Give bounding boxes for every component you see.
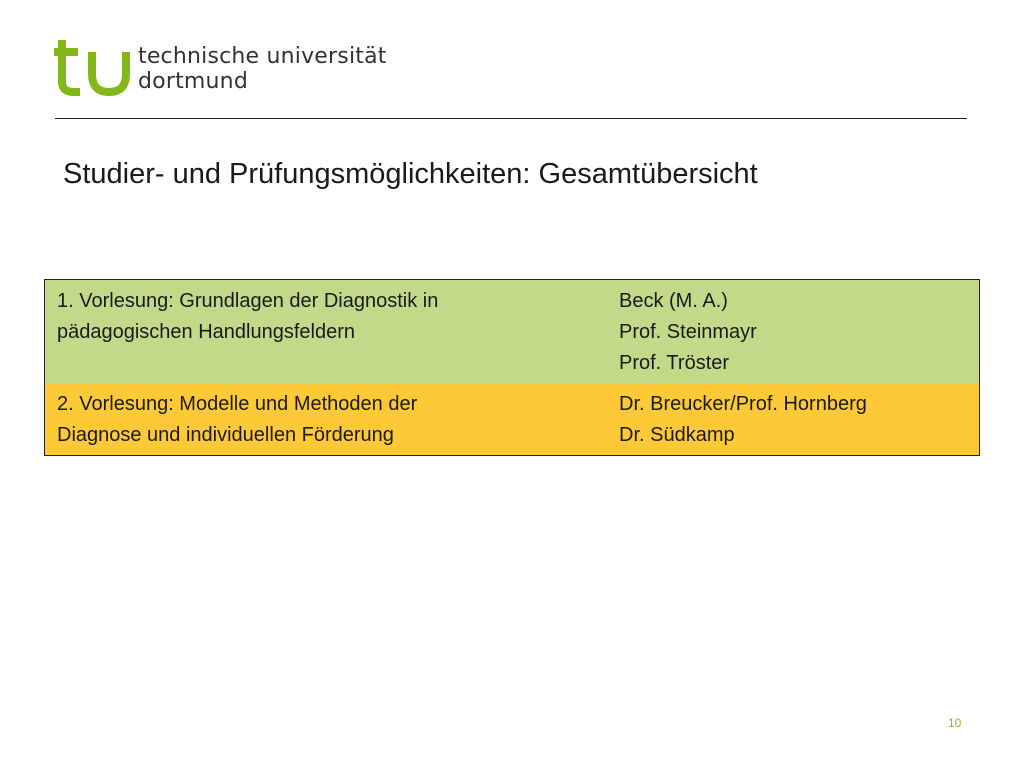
course-title-line: 2. Vorlesung: Modelle und Methoden der [57,393,418,415]
lecturer-name: Beck (M. A.) [619,290,728,312]
university-name-line1: technische universität [138,44,387,69]
lecturer-name: Dr. Breucker/Prof. Hornberg [619,393,867,415]
tu-logo-icon [52,38,132,96]
course-table [44,279,980,456]
university-name-line2: dortmund [138,69,248,94]
page-number: 10 [948,716,962,730]
slide-title: Studier- und Prüfungsmöglichkeiten: Gesamtübersicht [63,158,758,190]
lecturer-name: Prof. Steinmayr [619,321,757,343]
table-row [45,383,980,456]
course-title-line: pädagogischen Handlungsfeldern [57,321,356,343]
table-row [45,280,980,384]
course-cell [45,280,612,384]
header-divider [55,118,967,119]
course-cell [45,383,612,456]
lecturer-cell [611,280,980,384]
lecturer-cell [611,383,980,456]
university-name [138,44,387,94]
lecturer-name: Dr. Südkamp [619,424,735,446]
course-title-line: 1. Vorlesung: Grundlagen der Diagnostik in [57,290,439,312]
course-title-line: Diagnose und individuellen Förderung [57,424,394,446]
lecturer-name: Prof. Tröster [619,352,730,374]
